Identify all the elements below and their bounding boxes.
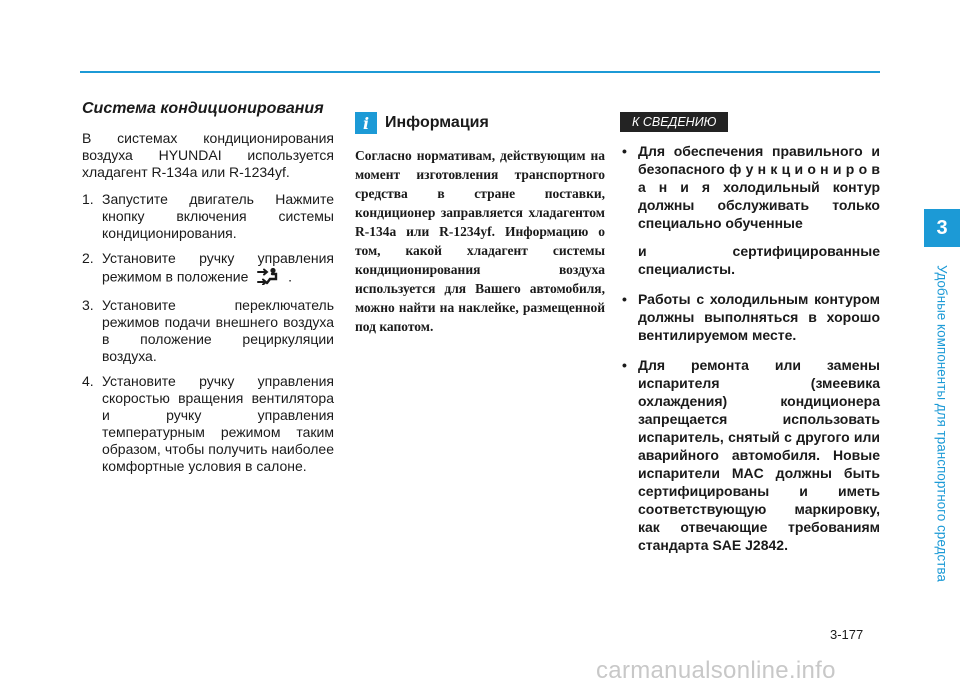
step-text: Установите переключатель режимов подачи внешнего воздуха в положение рециркуляции воздуха. [102,297,334,364]
step-number: 4. [82,373,94,389]
section-title: Система кондиционирования [82,100,324,117]
step-item [82,373,334,475]
column-information [355,100,605,336]
notice-text: Работы с холодильным контуром должны выполняться в хорошо вентилируемом месте. [638,291,880,343]
step-text: Установите ручку управления скоростью вращения вентилятора и ручку управления температурным режимом таким образом, чтобы получить наиболее комфортные условия в салоне. [102,373,334,474]
notice-item [620,142,880,278]
notice-list [620,142,880,554]
info-icon: i [355,112,377,134]
notice-item [620,290,880,344]
notice-text-continued: и сертифицированные специалисты. [638,243,880,277]
watermark: carmanualsonline.info [596,657,836,684]
step-text-end: . [288,268,293,285]
side-chapter-title [924,262,960,584]
column-air-conditioning [82,100,334,483]
step-item [82,297,334,365]
top-rule [80,71,880,73]
column-notice [620,100,880,566]
notice-badge: К СВЕДЕНИЮ [620,112,728,132]
intro-paragraph: В системах кондиционирования воздуха HYUNDAI используется хладагент R-134a или R-1234yf. [82,130,334,180]
step-text: Установите ручку управления режимом в положение [102,250,334,285]
info-title: Информация [385,114,489,131]
page-number: 3-177 [830,627,864,642]
step-text: Запустите двигатель Нажмите кнопку включения системы кондиционирования. [102,191,334,241]
info-header [355,112,605,134]
notice-text: Для ремонта или замены испарителя (змеевика охлаждения) кондиционера запрещается использовать испаритель, снятый с другого или аварийного автомобиля. Новые испарители MAC должны быть сертифицированы и иметь соответствующую маркировку, как отвечающие требованиям стандарта SAE J2842. [638,357,880,553]
step-item [82,191,334,242]
chapter-number-tab: 3 [924,209,960,247]
step-item [82,250,334,289]
steps-list [82,191,334,475]
bullet-dot: • [622,357,627,373]
step-number: 1. [82,191,94,207]
side-chapter-title-text: Удобные компоненты для транспортного средства [934,264,950,582]
step-number: 2. [82,250,94,266]
bullet-dot: • [622,143,627,159]
notice-text: Для обеспечения правильного и безопасного ф у н к ц и о н и р о в а н и я холодильный контур должны обслуживать только специально обученные [638,143,880,231]
info-body: Согласно нормативам, действующим на момент изготовления транспортного средства в стране поставки, кондиционер заправляется хладагентом R-134a или R-1234yf. Информацию о том, какой хладагент системы кондиционирования воздуха используется для Вашего автомобиля, можно найти на наклейке, размещенной под капотом. [355,148,605,334]
bullet-dot: • [622,291,627,307]
notice-item [620,356,880,554]
step-number: 3. [82,297,94,313]
face-floor-mode-icon [255,267,281,289]
